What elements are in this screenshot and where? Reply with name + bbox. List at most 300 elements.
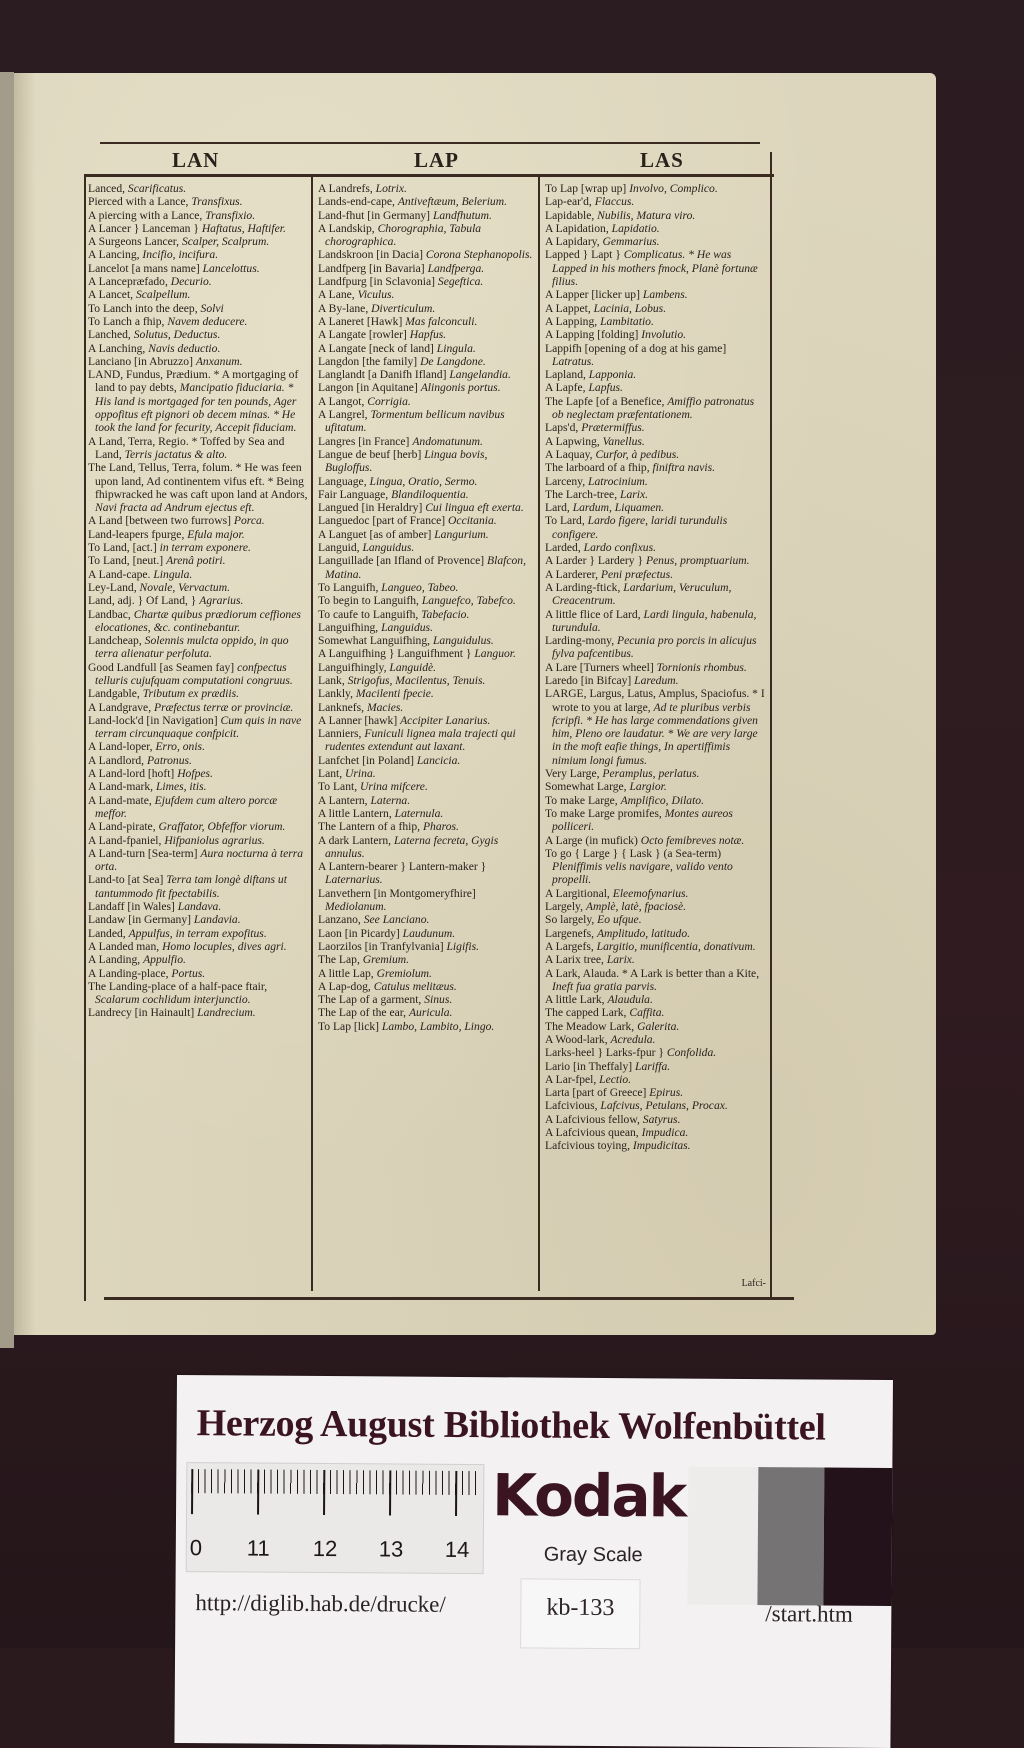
color-target-card [174,1375,893,1748]
entry-latin: Tabefacio. [421,607,470,621]
entry-latin: Accipiter Lanarius. [400,713,491,727]
dictionary-entry [545,328,767,341]
dictionary-entry [545,687,767,767]
entry-english: A Lanner [hawk] [318,713,401,727]
ruler-ticks [191,1469,479,1495]
dictionary-entry [88,794,308,821]
entry-english: To Lanch into the deep, [88,301,201,315]
entry-latin: Galerita. [637,1019,680,1033]
entry-english: A Lancer } Lanceman } [88,221,202,235]
dictionary-entry [88,275,308,288]
dictionary-entry [545,435,767,448]
right-border [770,152,772,1297]
entry-english: A Land [between two furrows] [88,514,234,528]
dictionary-entry [318,368,534,381]
dictionary-entry [545,1073,767,1086]
dictionary-entry [88,368,308,434]
gray-scale-label: Gray Scale [543,1543,643,1567]
entry-english: Lanciano [in Abruzzo] [88,354,196,368]
entry-english: A Wood-lark, [545,1033,611,1046]
entry-latin: Macilenti fpecie. [355,687,434,701]
entry-latin: Flaccus. [594,195,635,209]
dictionary-entry [88,687,308,700]
entry-latin: See Lanciano. [363,913,430,927]
entry-latin: Transfixio. [205,208,256,222]
column-lap [318,182,534,1033]
dictionary-entry [318,754,534,767]
dictionary-entry [88,847,308,874]
entry-latin: De Langdone. [420,354,486,368]
entry-english: To Languifh, [318,580,382,594]
dictionary-entry [318,980,534,993]
entry-latin: Novale, Vervactum. [139,580,230,594]
dictionary-entry [88,209,308,222]
dictionary-entry [88,780,308,793]
entry-latin: Urina mifcere. [360,780,428,794]
dictionary-entry [88,767,308,780]
gray-swatch [757,1467,824,1605]
entry-latin: Langueo, Tabeo. [381,580,459,594]
entry-english: A Lap-dog, [318,979,374,993]
dictionary-entry [545,794,767,807]
entry-latin: Landavia. [193,913,241,927]
dictionary-entry [318,262,534,275]
entry-latin: Porca. [233,514,265,528]
entry-english: Somewhat Large, [545,780,630,794]
entry-english: A Lapping [folding] [545,328,642,342]
entry-latin: Chorographia, Tabula chorographica. [325,221,482,249]
entry-latin: Auricula. [408,1006,453,1020]
entry-latin: Landfperga. [427,261,485,275]
entry-english: The Meadow Lark, [545,1019,638,1033]
dictionary-entry [545,993,767,1006]
dictionary-entry [545,488,767,501]
entry-latin: Satyrus. [642,1112,681,1126]
dictionary-entry [88,302,308,315]
entry-english: The Lap of the ear, [318,1006,409,1020]
entry-latin: Latrocinium. [588,474,648,488]
dictionary-entry [318,927,534,940]
entry-english: Landgable, [88,687,143,701]
entry-english: So largely, [545,913,598,927]
dictionary-entry [545,568,767,581]
dictionary-entry [545,461,767,474]
dictionary-entry [545,913,767,926]
dictionary-entry [545,807,767,834]
entry-english: A Land-turn [Sea-term] [88,846,201,860]
entry-latin: Eo ufque. [597,913,642,927]
entry-english: A Largefs, [545,939,597,953]
dictionary-entry [318,395,534,408]
dictionary-entry [88,554,308,567]
entry-english: Lafcivious toying, [545,1139,633,1153]
entry-latin: Diverticulum. [371,301,436,315]
dictionary-entry [318,342,534,355]
dictionary-entry [545,541,767,554]
entry-latin: Mediolanum. [325,900,387,914]
running-headers [84,148,774,176]
entry-latin: Corona Stephanopolis. [425,248,533,262]
dictionary-entry [545,1113,767,1126]
entry-latin: Catulus melitæus. [373,979,457,993]
entry-latin: Lacinia, Lobus. [593,301,667,315]
entry-english: Largenefs, [545,926,597,940]
dictionary-entry [545,368,767,381]
dictionary-entry [318,727,534,754]
entry-english: Landfpurg [in Sclavonia] [318,275,438,289]
dictionary-entry [545,302,767,315]
entry-latin: in terram exponere. [159,541,251,555]
entry-english: The Land, Tellus, Terra, folum. * He was feen upon land, Ad continentem vifus eft. * Being fhipwracked he was caft upon land at Andors, [88,461,308,501]
dictionary-entry [545,953,767,966]
entry-english: LARGE, Largus, Latus, Amplus, Spaciofus. * I wrote to you at large, [545,687,765,714]
entry-latin: confpectus telluris cujufquam computationi congruus. [95,660,293,687]
dictionary-entry [318,887,534,914]
entry-english: Somewhat Languifhing, [318,634,433,648]
entry-english: Lapidable, [545,208,598,222]
dictionary-entry [318,288,534,301]
digital-library-url: http://diglib.hab.de/drucke/ [195,1590,446,1617]
entry-latin: Navi fracta ad Andrum ejectus eft. [95,501,255,515]
entry-latin: Lingula. [153,567,193,581]
entry-english: A Lapping, [545,314,601,328]
entry-latin: Alingonis portus. [420,381,501,395]
entry-latin: Blafcon, Matina. [325,554,526,581]
dictionary-entry [318,222,534,249]
entry-latin: Scalper, Scalprum. [181,235,270,249]
entry-english: Languedoc [part of France] [318,514,449,528]
dictionary-entry [318,780,534,793]
dictionary-entry [318,820,534,833]
gutter-shadow [14,73,36,1335]
entry-english: A Lare [Turners wheel] [545,660,657,674]
dictionary-entry [545,222,767,235]
black-swatch [823,1468,892,1606]
ruler-number: 14 [444,1536,470,1563]
entry-latin: Laternarius. [325,873,383,887]
entry-latin: Aura nocturna à terra orta. [95,846,304,874]
entry-latin: Larix. [620,487,649,501]
column-las [545,182,767,1153]
entry-latin: Terra tam longè diftans ut tantummodo fit fpectabilis. [95,873,287,900]
entry-latin: Lardi lingula, habenula, turundula. [552,607,757,634]
entry-latin: Haftatus, Haftifer. [201,221,286,235]
entry-english: The Landing-place of a half-pace ftair, [88,979,268,993]
entry-latin: Epirus. [649,1086,684,1100]
dictionary-entry [318,448,534,475]
entry-english: Languifhing, [318,620,382,634]
dictionary-entry [545,674,767,687]
entry-latin: Landrecium. [197,1006,256,1020]
dictionary-entry [318,408,534,435]
dictionary-entry [318,834,534,861]
entry-latin: Impudicitas. [632,1139,691,1153]
entry-english: A By-lane, [318,301,372,315]
dictionary-entry [318,621,534,634]
entry-latin: Macies. [366,700,404,714]
header-rule [84,174,774,177]
entry-english: Lankly, [318,687,356,701]
dictionary-entry [545,967,767,994]
dictionary-entry [318,209,534,222]
left-border [84,176,86,1301]
dictionary-entry [545,767,767,780]
entry-latin: Pecunia pro porcis in alicujus fylva pafcentibus. [552,634,757,661]
entry-english: A little Lap, [318,966,377,980]
entry-latin: Languefco, Tabefco. [421,594,516,608]
entry-english: A Languifhing } Languifhment } [318,647,475,661]
entry-latin: Anxanum. [195,354,243,368]
entry-english: To Lap [lick] [318,1019,382,1033]
entry-latin: Mas falconculi. [405,314,478,328]
entry-english: A Lanching, [88,341,149,355]
entry-english: Landrecy [in Hainault] [88,1006,198,1020]
entry-latin: Larix. [606,953,635,967]
entry-latin: Involvo, Complico. [629,182,718,195]
dictionary-entry [318,528,534,541]
entry-english: A Lane, [318,288,358,302]
entry-english: A Land-mark, [88,780,156,794]
dictionary-entry [318,1020,534,1033]
entry-latin: finiftra navis. [652,461,716,475]
facing-page-edge [0,72,14,1348]
entry-english: A Langot, [318,394,368,408]
entry-latin: Latratus. [552,354,595,368]
entry-latin: Curfor, à pedibus. [595,447,680,461]
dictionary-entry [88,900,308,913]
entry-latin: Acredula. [610,1033,656,1046]
entry-latin: Eleemofynarius. [612,886,689,900]
entry-english: A Largitional, [545,886,613,900]
dictionary-entry [318,328,534,341]
entry-latin: Peni præfectus. [600,567,674,581]
entry-english: A Landrefs, [318,182,376,195]
dictionary-entry [545,554,767,567]
entry-latin: Incifio, incifura. [142,248,219,262]
entry-english: Lapland, [545,368,589,382]
entry-latin: Octo femibreves notæ. [640,833,745,847]
entry-latin: Patronus. [146,753,192,767]
dictionary-entry [545,608,767,635]
entry-latin: Erro, onis. [155,740,205,754]
entry-english: Lard, [545,501,573,515]
entry-english: Lanched, [88,328,134,342]
dictionary-entry [318,794,534,807]
entry-latin: Gremiolum. [376,966,432,980]
entry-english: To make Large, [545,793,621,807]
top-rule [100,142,760,144]
entry-english: To make Large promifes, [545,806,665,820]
entry-english: Lanzano, [318,913,364,927]
dictionary-entry [318,1006,534,1019]
dictionary-entry [318,488,534,501]
entry-latin: Segeftica. [437,275,484,289]
dictionary-entry [545,661,767,674]
dictionary-entry [318,275,534,288]
entry-english: A Larder } Lardery } [545,554,646,568]
entry-english: A Langate [rowler] [318,328,410,342]
entry-latin: Arenâ potiri. [166,554,226,568]
dictionary-entry [88,182,308,195]
entry-english: Lappifh [opening of a dog at his game] [545,341,727,355]
entry-latin: Ad te pluribus verbis fcripfi. * He has large commendations given him, Pleno ore laudatur. * We are very large in the moft eafie things, In apertiffimis nimium longi fumus. [552,700,758,767]
dictionary-entry [88,594,308,607]
dictionary-entry [88,608,308,635]
entry-english: A Land, Terra, Regio. * Toffed by Sea and Land, [88,434,285,461]
entry-english: Languillade [an Ifland of Provence] [318,554,488,568]
column-lan [88,182,308,1020]
entry-latin: Lapidatio. [611,221,660,235]
entry-latin: Amplifico, Dilato. [620,793,704,807]
entry-english: Lapped } Lapt } [545,248,624,262]
entry-english: Langres [in France] [318,434,413,448]
kodak-logo: Kodak [491,1461,686,1531]
entry-latin: Lambens. [642,288,688,302]
dictionary-entry [545,395,767,422]
entry-latin: Mancipatio fiduciaria. * His land is mortgaged for ten pounds, Ager oppofitus eft pignori ob decem minas. * He took the land for fecurity, Accepit fiduciam. [95,381,297,435]
entry-latin: Andomatunum. [412,434,483,448]
dictionary-entry [545,248,767,288]
entry-latin: Lardum, Liquamen. [572,501,665,515]
dictionary-entry [545,940,767,953]
white-swatch [687,1467,758,1605]
dictionary-entry [318,381,534,394]
entry-english: The larboard of a fhip, [545,461,653,475]
dictionary-entry [318,554,534,581]
dictionary-entry [318,767,534,780]
dictionary-entry [318,993,534,1006]
dictionary-entry [545,288,767,301]
dictionary-entry [545,1099,767,1112]
dictionary-entry [545,514,767,541]
entry-english: A Lappet, [545,301,594,315]
entry-latin: Involutio. [641,328,687,342]
dictionary-entry [88,714,308,741]
entry-latin: Appulfio. [143,953,186,967]
entry-english: Languifhingly, [318,660,390,674]
entry-latin: Largitio, munificentia, donativum. [596,939,756,953]
entry-english: A dark Lantern, [318,833,394,847]
dictionary-entry [318,315,534,328]
entry-english: A little Lark, [545,993,608,1007]
entry-english: A Lafcivious quean, [545,1126,642,1140]
entry-latin: Lapfus. [588,381,623,395]
entry-english: Laps'd, [545,421,582,435]
entry-english: A Laquay, [545,447,596,461]
dictionary-entry [318,940,534,953]
entry-latin: Blandiloquentia. [391,487,469,501]
entry-latin: Prætermiffus. [581,421,645,435]
entry-latin: Gemmarius. [602,235,660,249]
shelfmark: kb-133 [546,1594,615,1622]
entry-english: To Land, [neut.] [88,554,167,568]
dictionary-entry [545,182,767,195]
entry-english: A Land-mate, [88,793,155,807]
dictionary-entry [88,927,308,940]
dictionary-entry [88,820,308,833]
entry-latin: Scarificatus. [127,182,187,195]
entry-english: A Land-cape. [88,567,154,581]
entry-english: A piercing with a Lance, [88,208,206,222]
dictionary-entry [88,834,308,847]
entry-english: A Langate [neck of land] [318,341,437,355]
ruler-number: 12 [312,1535,338,1562]
entry-english: A Lancing, [88,248,143,262]
dictionary-entry [88,581,308,594]
dictionary-entry [88,913,308,926]
entry-english: Landcheap, [88,634,145,648]
entry-english: The capped Lark, [545,1006,630,1020]
entry-english: Langued [in Heraldry] [318,501,426,515]
entry-english: Langlandt [a Danifh Ifland] [318,368,450,382]
dictionary-entry [318,355,534,368]
entry-english: Lanced, [88,182,128,195]
ruler-number: 0 [189,1535,203,1561]
entry-latin: Agrarius. [199,594,244,608]
entry-english: Lank, [318,673,348,687]
entry-english: A Laneret [Hawk] [318,314,406,328]
entry-latin: Præfectus terræ or provinciæ. [154,700,294,714]
entry-english: A Land-pirate, [88,820,159,834]
entry-english: Langue de beuf [herb] [318,447,425,461]
entry-english: A Landing-place, [88,966,172,980]
entry-latin: Antiveftæum, Belerium. [397,195,507,209]
measurement-ruler [186,1462,485,1574]
entry-latin: Amplè, latè, fpaciosè. [585,900,687,914]
dictionary-entry [88,940,308,953]
header-las: LAS [640,148,684,172]
entry-latin: Tormentum bellicum navibus ufitatum. [325,408,505,435]
entry-english: A Landed man, [88,939,163,953]
dictionary-entry [545,834,767,847]
entry-latin: Ligifis. [446,939,480,953]
dictionary-entry [88,514,308,527]
entry-english: Ley-Land, [88,580,140,594]
dictionary-entry [318,541,534,554]
dictionary-entry [545,342,767,369]
dictionary-entry [88,634,308,661]
entry-english: A Land-loper, [88,740,156,754]
dictionary-entry [88,541,308,554]
entry-english: Very Large, [545,767,603,781]
entry-english: Landskroon [in Dacia] [318,248,426,262]
entry-english: Larceny, [545,474,589,488]
dictionary-entry [88,661,308,688]
entry-latin: Penus, promptuarium. [645,554,750,568]
entry-latin: Portus. [171,966,206,980]
ruler-number: 11 [246,1535,270,1561]
dictionary-entry [545,475,767,488]
dictionary-entry [545,235,767,248]
dictionary-entry [88,328,308,341]
dictionary-entry [88,740,308,753]
entry-english: A Lancet, [88,288,136,302]
entry-english: Lanknefs, [318,700,367,714]
entry-english: A Landlord, [88,753,147,767]
entry-english: Landbac, [88,607,134,621]
dictionary-entry [88,754,308,767]
catchword: Lafci- [741,1278,766,1289]
entry-english: A Land-lord [hoft] [88,767,178,781]
entry-english: A little flice of Lard, [545,607,644,621]
entry-latin: Amiffio patronatus ob neglectam præfentationem. [552,394,755,422]
dictionary-entry [88,568,308,581]
entry-english: A Lafcivious fellow, [545,1112,643,1126]
dictionary-entry [88,461,308,514]
dictionary-entry [318,714,534,727]
dictionary-entry [88,967,308,980]
dictionary-entry [545,421,767,434]
